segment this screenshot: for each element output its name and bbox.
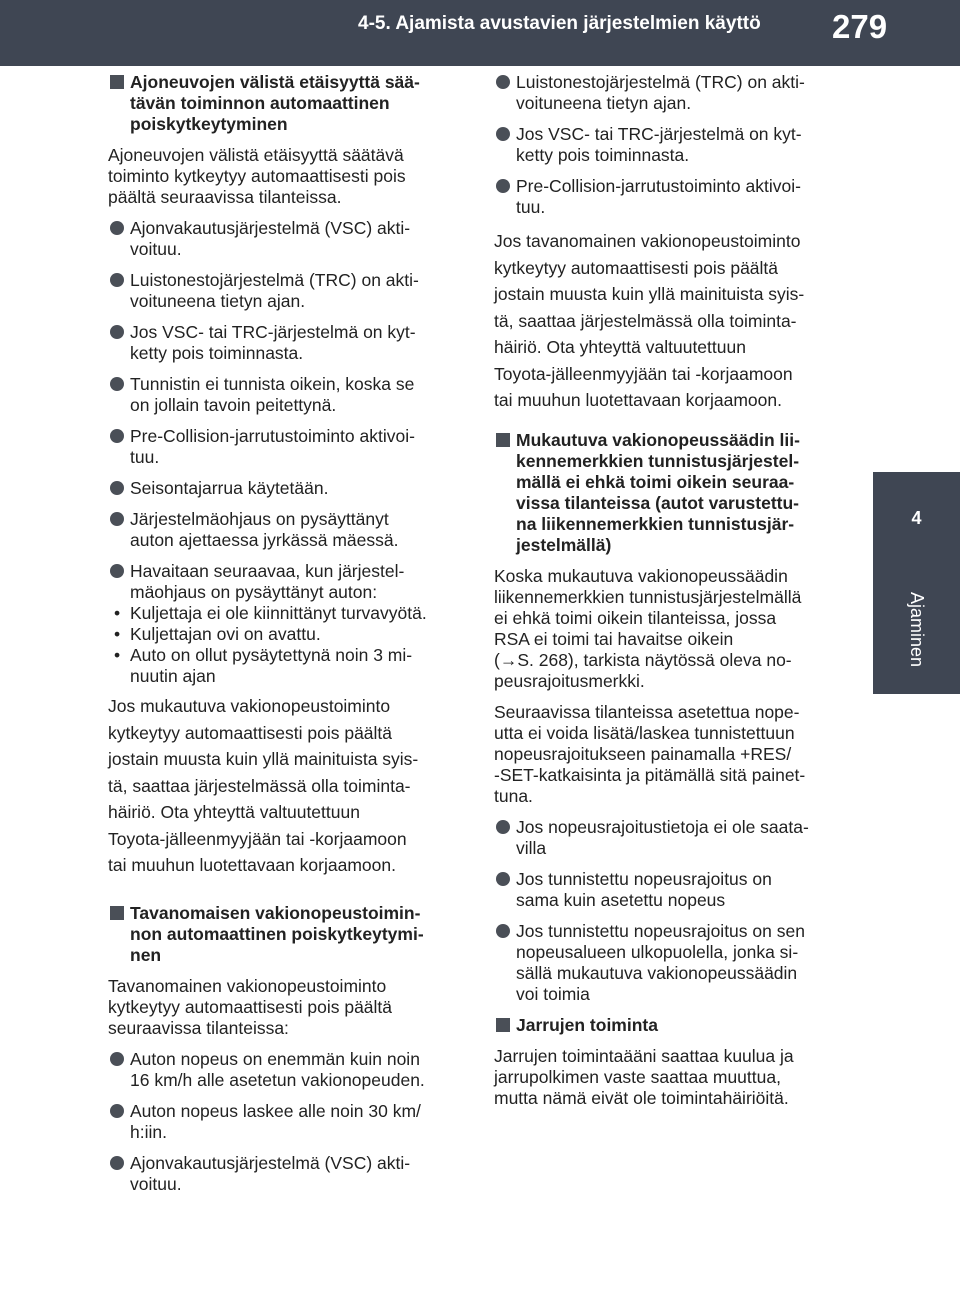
header-band xyxy=(0,0,960,66)
list-item-text: Järjestelmäohjaus on pysäyttänyt auton ajettaessa jyrkässä mäessä. xyxy=(130,509,399,550)
sub-list-item-text: Kuljettajan ovi on avattu. xyxy=(130,624,321,644)
page-number: 279 xyxy=(832,8,888,45)
list-item-text: Pre-Collision-jarrutustoiminto aktivoi- tuu. xyxy=(130,426,415,467)
sub-bullet-icon: • xyxy=(114,624,121,644)
paragraph: Jos tavanomainen vakionopeustoiminto kytkeytyy automaattisesti pois päältä jostain muusta kuin yllä mainituista syis- tä, saattaa järjestelmässä olla toiminta- häiriö. Ota yhteyttä valtuutettuun Toyota-jälleenmyyjään tai -korjaamoon tai muuhun luotettavaan korjaamoon. xyxy=(494,231,805,410)
list-item-text: Ajonvakautusjärjestelmä (VSC) akti- voituu. xyxy=(130,1152,411,1194)
round-bullet-icon xyxy=(496,924,510,938)
list-item xyxy=(494,921,849,1005)
paragraph: Jos mukautuva vakionopeustoiminto kytkeytyy automaattisesti pois päältä jostain muusta kuin yllä mainituista syis- tä, saattaa järjestelmässä olla toiminta- häiriö. Ota yhteyttä valtuutettuun Toyota-jälleenmyyjään tai -korjaamoon tai muuhun luotettavaan korjaamoon. xyxy=(108,696,419,875)
round-bullet-icon xyxy=(110,325,124,339)
round-bullet-icon xyxy=(110,221,124,235)
round-bullet-icon xyxy=(110,1052,124,1066)
list-item-text: Auton nopeus laskee alle noin 30 km/ h:iin. xyxy=(130,1100,421,1142)
list-item xyxy=(108,478,468,499)
sub-list-item xyxy=(108,624,468,645)
square-bullet-icon xyxy=(110,906,124,920)
section-heading xyxy=(494,430,849,556)
paragraph: Ajoneuvojen välistä etäisyyttä säätävä toiminto kytkeytyy automaattisesti pois päältä seuraavissa tilanteissa. xyxy=(108,145,406,207)
list-item-text: Jos tunnistettu nopeusrajoitus on sama kuin asetettu nopeus xyxy=(516,868,772,910)
sub-list-item xyxy=(108,603,468,624)
list-item xyxy=(494,817,849,859)
list-item-text: Havaitaan seuraavaa, kun järjestel- mäohjaus on pysäyttänyt auton: xyxy=(130,561,405,602)
sub-list-item-text: Kuljettaja ei ole kiinnittänyt turvavyötä. xyxy=(130,603,427,623)
list-item xyxy=(108,1153,468,1195)
list-item-text: Pre-Collision-jarrutustoiminto aktivoi- tuu. xyxy=(516,176,801,217)
list-item-text: Jos tunnistettu nopeusrajoitus on sen nopeusalueen ulkopuolella, jonka si- sällä mukautuva vakionopeussäädin voi toimia xyxy=(516,920,805,1004)
list-item-text: Tunnistin ei tunnista oikein, koska se on jollain tavoin peitettynä. xyxy=(130,374,415,415)
list-item xyxy=(494,869,849,911)
section-heading xyxy=(108,72,468,135)
list-item-text: Seisontajarrua käytetään. xyxy=(130,478,329,498)
round-bullet-icon xyxy=(110,429,124,443)
list-item xyxy=(108,1049,468,1091)
square-bullet-icon xyxy=(496,1018,510,1032)
list-item-text: Luistonestojärjestelmä (TRC) on akti- voituneena tietyn ajan. xyxy=(516,72,805,113)
list-item xyxy=(108,322,468,364)
paragraph: Jarrujen toimintaääni saattaa kuulua ja jarrupolkimen vaste saattaa muuttua, mutta nämä eivät ole toimintahäiriöitä. xyxy=(494,1045,794,1108)
list-item-text: Luistonestojärjestelmä (TRC) on akti- voituneena tietyn ajan. xyxy=(130,270,419,311)
heading-text: Ajoneuvojen välistä etäisyyttä sää- tävän toiminnon automaattinen poiskytkeytyminen xyxy=(130,72,420,134)
sub-list-item-text: Auto on ollut pysäytettynä noin 3 mi- nuutin ajan xyxy=(130,645,413,686)
round-bullet-icon xyxy=(496,75,510,89)
list-item xyxy=(108,270,468,312)
heading-text: Mukautuva vakionopeussäädin lii- kennemerkkien tunnistusjärjestel- mällä ei ehkä toimi oikein seuraa- vissa tilanteissa (autot varustettu- na liikennemerkkien tunnistusjär- jestelmällä) xyxy=(516,429,800,555)
round-bullet-icon xyxy=(110,512,124,526)
chapter-name-container xyxy=(881,584,953,674)
sub-list-item xyxy=(108,645,468,687)
round-bullet-icon xyxy=(496,820,510,834)
round-bullet-icon xyxy=(496,179,510,193)
square-bullet-icon xyxy=(110,75,124,89)
section-heading xyxy=(108,903,468,966)
list-item xyxy=(494,72,849,114)
round-bullet-icon xyxy=(110,1156,124,1170)
round-bullet-icon xyxy=(110,1104,124,1118)
paragraph: Tavanomainen vakionopeustoiminto kytkeytyy automaattisesti pois päältä seuraavissa tilanteissa: xyxy=(108,975,393,1038)
chapter-number: 4 xyxy=(911,508,922,528)
square-bullet-icon xyxy=(496,433,510,447)
spacer xyxy=(108,889,468,903)
list-item xyxy=(494,176,849,218)
list-item xyxy=(108,374,468,416)
list-item-text: Jos VSC- tai TRC-järjestelmä on kyt- ketty pois toiminnasta. xyxy=(130,322,416,363)
list-item xyxy=(108,509,468,551)
heading-text: Jarrujen toiminta xyxy=(516,1014,658,1035)
right-column xyxy=(494,72,849,1119)
list-item-text: Ajonvakautusjärjestelmä (VSC) akti- voituu. xyxy=(130,218,411,259)
chapter-name: Ajaminen xyxy=(907,591,928,667)
sub-bullet-icon: • xyxy=(114,603,121,623)
round-bullet-icon xyxy=(110,564,124,578)
list-item xyxy=(108,561,468,603)
sub-bullet-icon: • xyxy=(114,645,121,665)
paragraph: Koska mukautuva vakionopeussäädin liikennemerkkien tunnistusjärjestelmällä ei ehkä toimi oikein tilanteissa, jossa RSA ei toimi tai havaitse oikein (→S. 268), tarkista näytössä oleva no- peusrajoitusmerkki. xyxy=(494,565,802,691)
round-bullet-icon xyxy=(110,481,124,495)
list-item xyxy=(108,1101,468,1143)
paragraph: Seuraavissa tilanteissa asetettua nope- utta ei voida lisätä/laskea tunnistettuun nopeusrajoitukseen painamalla +RES/ -SET-katkaisinta ja pitämällä sitä painet- tuna. xyxy=(494,701,806,806)
list-item xyxy=(108,218,468,260)
list-item-text: Jos VSC- tai TRC-järjestelmä on kyt- ketty pois toiminnasta. xyxy=(516,124,802,165)
round-bullet-icon xyxy=(496,872,510,886)
round-bullet-icon xyxy=(110,377,124,391)
list-item-text: Jos nopeusrajoitustietoja ei ole saata- villa xyxy=(516,816,809,858)
list-item xyxy=(108,426,468,468)
round-bullet-icon xyxy=(110,273,124,287)
list-item-text: Auton nopeus on enemmän kuin noin 16 km/h alle asetetun vakionopeuden. xyxy=(130,1048,425,1090)
heading-text: Tavanomaisen vakionopeustoimin- non automaattinen poiskytkeytymi- nen xyxy=(130,902,424,965)
section-heading xyxy=(494,1015,849,1036)
list-item xyxy=(494,124,849,166)
section-title: 4-5. Ajamista avustavien järjestelmien käyttö xyxy=(358,13,761,34)
round-bullet-icon xyxy=(496,127,510,141)
left-column xyxy=(108,72,468,1205)
